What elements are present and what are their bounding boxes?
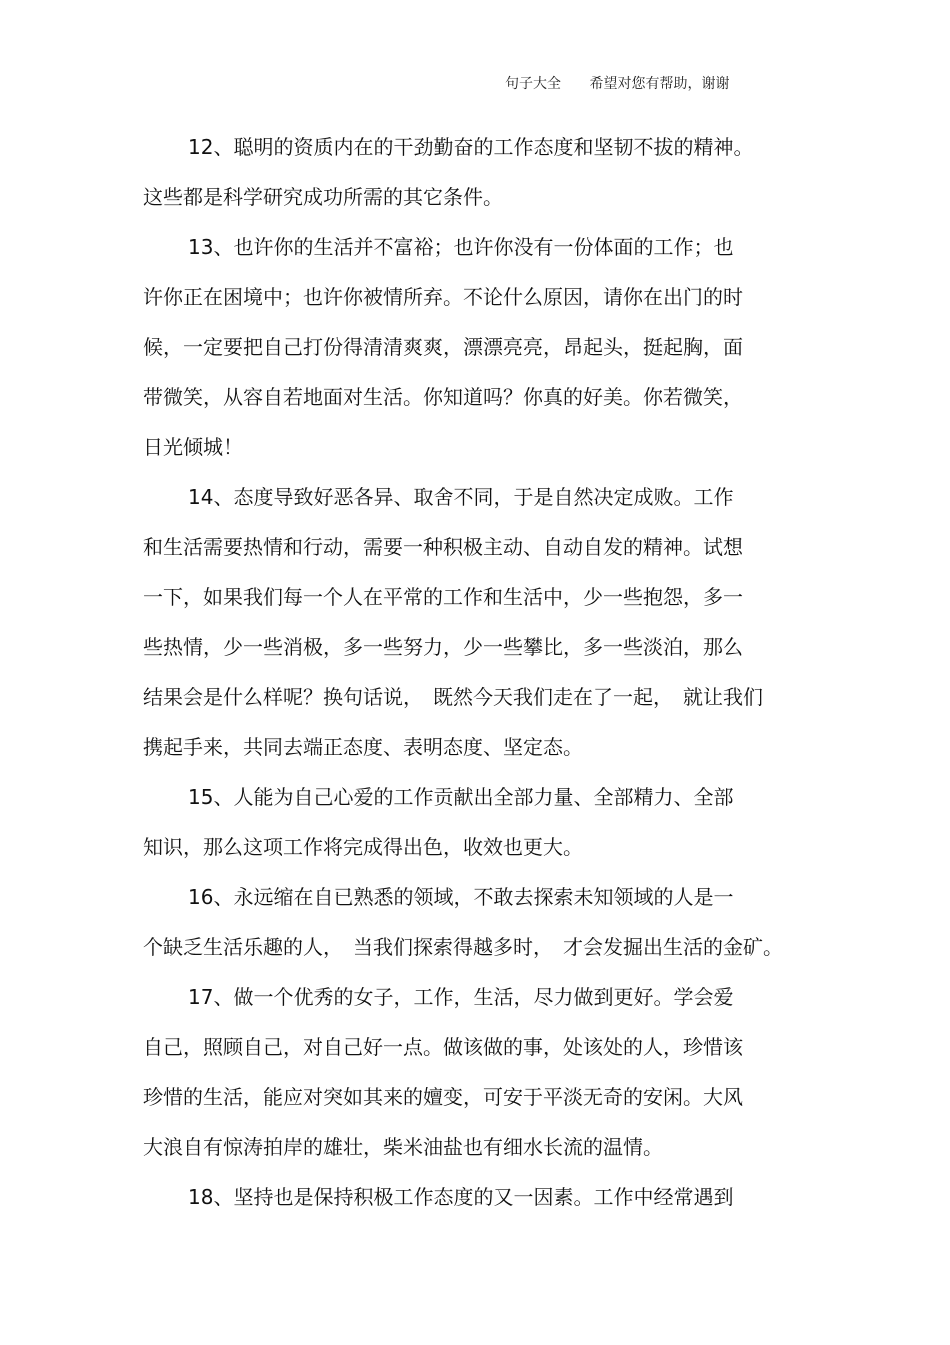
text-line: 许你正在困境中；也许你被情所弃。不论什么原因，请你在出门的时 bbox=[143, 285, 743, 309]
text-line: 15、人能为自己心爱的工作贡献出全部力量、全部精力、全部 bbox=[188, 785, 734, 809]
text-line: 大浪自有惊涛拍岸的雄壮，柴米油盐也有细水长流的温情。 bbox=[143, 1135, 663, 1159]
text-line: 这些都是科学研究成功所需的其它条件。 bbox=[143, 185, 503, 209]
text-line: 14、态度导致好恶各异、取舍不同，于是自然决定成败。工作 bbox=[188, 485, 734, 509]
page-header bbox=[505, 74, 729, 94]
text-line: 携起手来，共同去端正态度、表明态度、坚定态。 bbox=[143, 735, 583, 759]
text-line: 些热情，少一些消极，多一些努力，少一些攀比，多一些淡泊，那么 bbox=[143, 635, 743, 659]
text-line: 日光倾城！ bbox=[143, 435, 243, 459]
text-line: 和生活需要热情和行动，需要一种积极主动、自动自发的精神。试想 bbox=[143, 535, 743, 559]
text-line: 珍惜的生活，能应对突如其来的嬗变，可安于平淡无奇的安闲。大风 bbox=[143, 1085, 743, 1109]
header-slogan: 希望对您有帮助，谢谢 bbox=[589, 76, 730, 92]
text-line: 18、坚持也是保持积极工作态度的又一因素。工作中经常遇到 bbox=[188, 1185, 734, 1209]
text-line: 12、聪明的资质内在的干劲勤奋的工作态度和坚韧不拔的精神。 bbox=[188, 135, 754, 159]
text-line: 候，一定要把自己打份得清清爽爽，漂漂亮亮，昂起头，挺起胸，面 bbox=[143, 335, 743, 359]
text-line: 16、永远缩在自已熟悉的领域，不敢去探索未知领域的人是一 bbox=[188, 885, 734, 909]
text-line: 17、做一个优秀的女子，工作，生活，尽力做到更好。学会爱 bbox=[188, 985, 734, 1009]
text-line: 知识，那么这项工作将完成得出色，收效也更大。 bbox=[143, 835, 583, 859]
text-line: 一下，如果我们每一个人在平常的工作和生活中，少一些抱怨，多一 bbox=[143, 585, 743, 609]
text-line: 个缺乏生活乐趣的人， 当我们探索得越多时， 才会发掘出生活的金矿。 bbox=[143, 935, 783, 959]
text-line: 13、也许你的生活并不富裕；也许你没有一份体面的工作；也 bbox=[188, 235, 734, 259]
text-line: 结果会是什么样呢？换句话说， 既然今天我们走在了一起， 就让我们 bbox=[143, 685, 763, 709]
text-line: 自己，照顾自己，对自己好一点。做该做的事，处该处的人，珍惜该 bbox=[143, 1035, 743, 1059]
header-site-name: 句子大全 bbox=[505, 76, 561, 92]
text-line: 带微笑，从容自若地面对生活。你知道吗？你真的好美。你若微笑， bbox=[143, 385, 743, 409]
